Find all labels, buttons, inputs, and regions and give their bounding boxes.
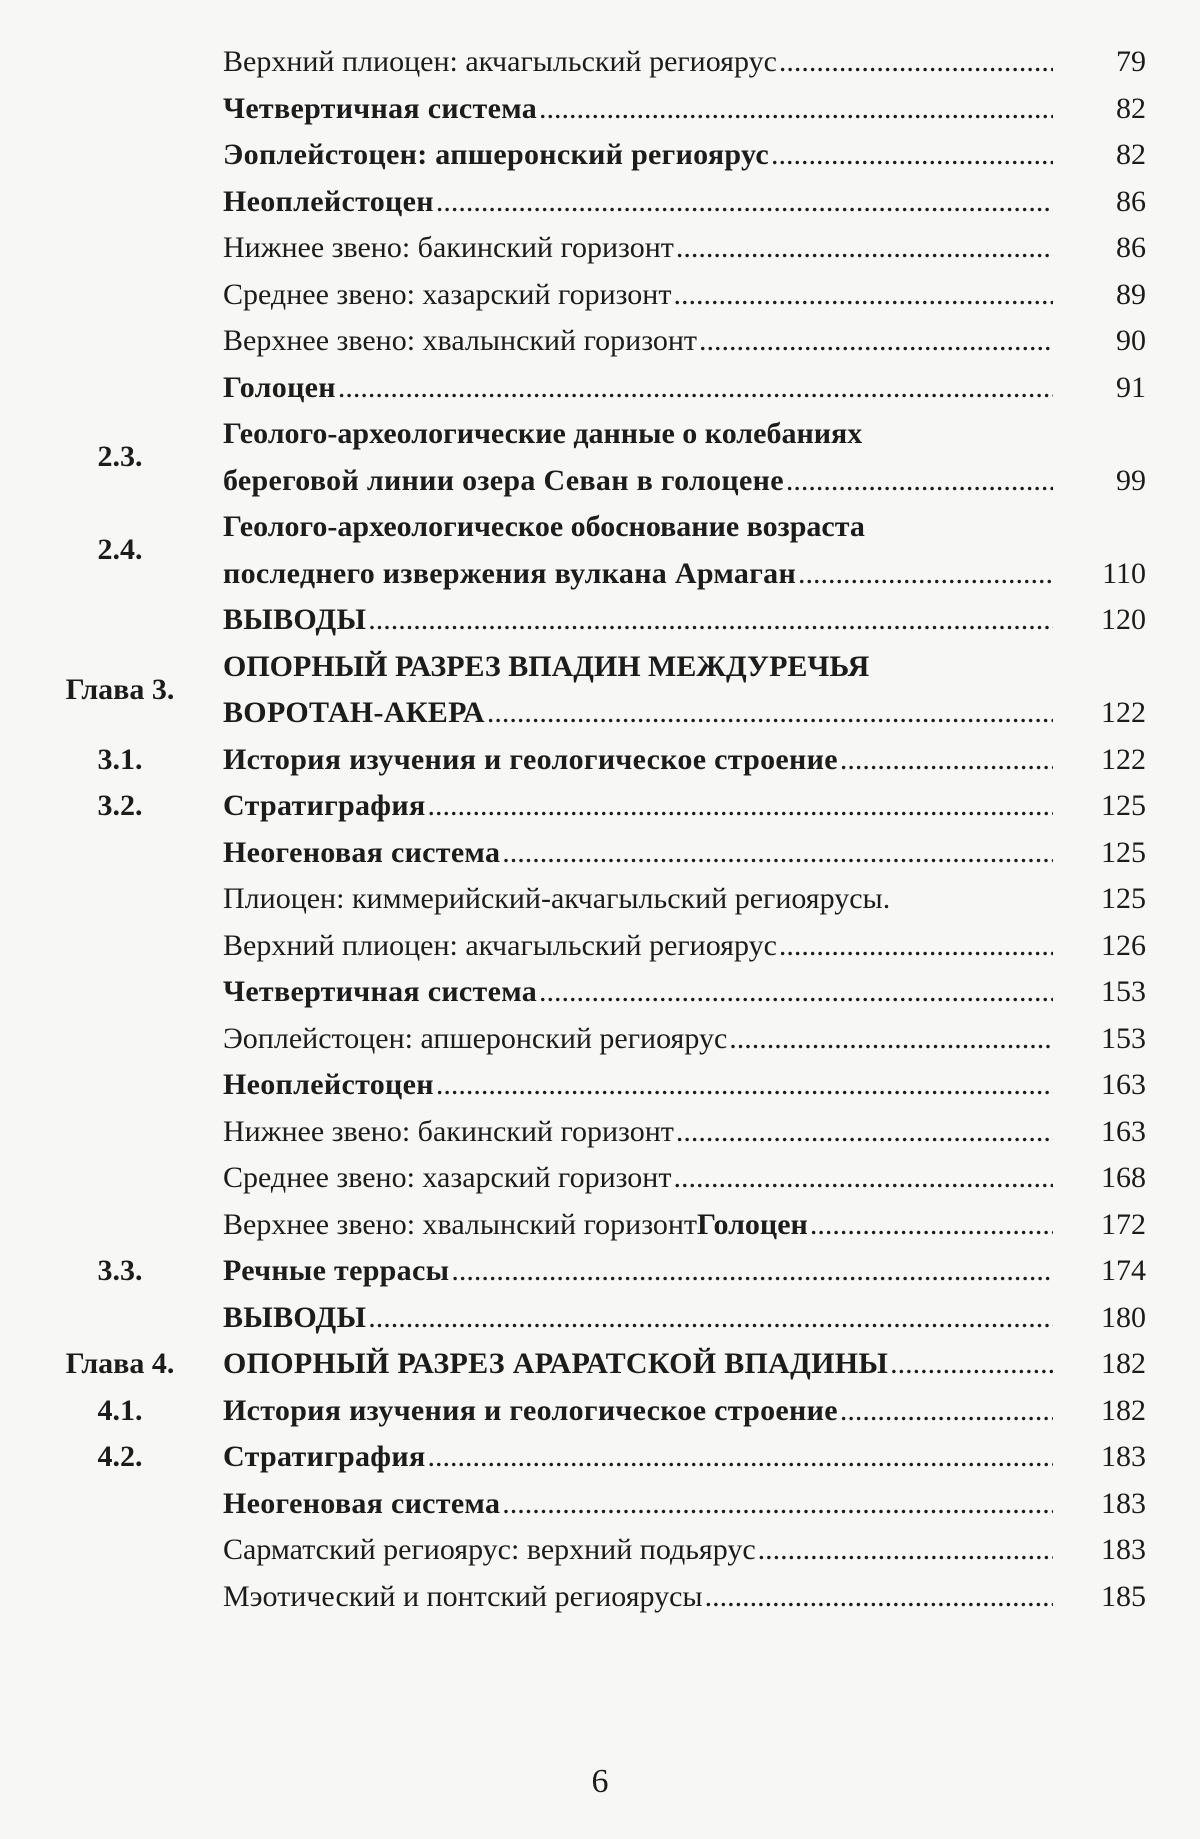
toc-entry [223, 131, 1053, 179]
toc-page-number: 168 [1101, 1161, 1146, 1194]
toc-entry-number: 3.2. [97, 789, 143, 822]
toc-page-number: 89 [1116, 277, 1146, 311]
leader-dots [368, 596, 1053, 644]
toc-page-number: 163 [1101, 1068, 1146, 1101]
leader-dots [673, 271, 1053, 319]
toc-page-number: 153 [1101, 975, 1146, 1008]
toc-entry-title: Среднее звено: хазарский горизонт [223, 277, 672, 311]
toc-entry-number: Глава 3. [65, 672, 175, 706]
toc-page-number: 86 [1116, 231, 1146, 264]
toc-entry [223, 1247, 1053, 1295]
toc-page-number: 91 [1116, 370, 1146, 404]
toc-page-number: 183 [1101, 1486, 1146, 1520]
toc-entry [223, 736, 1053, 784]
leader-dots [338, 364, 1053, 412]
toc-entry-number: 4.1. [97, 1393, 143, 1427]
leader-dots [758, 1526, 1053, 1574]
toc-entry [223, 1294, 1053, 1342]
toc-page-number: 125 [1101, 789, 1146, 822]
toc-entry [223, 38, 1053, 86]
toc-entry [223, 689, 1053, 737]
toc-entry-title: Стратиграфия [223, 789, 426, 822]
leader-dots [436, 1061, 1053, 1109]
toc-entry-title: Эоплейстоцен: апшеронский региоярус [223, 138, 770, 171]
toc-entry-title-line1: Геолого-археологическое обоснование возраста [223, 510, 865, 543]
toc-page-number: 174 [1101, 1254, 1146, 1287]
toc-page-number: 122 [1101, 696, 1146, 729]
toc-entry-title: Неогеновая система [223, 835, 501, 869]
toc-page-number: 153 [1101, 1021, 1146, 1055]
leader-dots [539, 968, 1053, 1016]
leader-dots [810, 1201, 1053, 1249]
toc-page-number: 182 [1101, 1347, 1146, 1380]
toc-entry [223, 178, 1053, 226]
toc-entry-title: Неоплейстоцен [223, 1068, 434, 1101]
toc-entry [223, 1433, 1053, 1481]
toc-entry [223, 85, 1053, 133]
toc-entry-title: Среднее звено: хазарский горизонт [223, 1161, 672, 1194]
toc-entry-title: Эоплейстоцен: апшеронский региоярус [223, 1021, 728, 1055]
toc-entry [223, 317, 1053, 365]
leader-dots [539, 85, 1053, 133]
toc-page-number: 183 [1101, 1440, 1146, 1473]
leader-dots [427, 1433, 1053, 1481]
toc-entry-title: ВЫВОДЫ [223, 1300, 367, 1334]
toc-entry [223, 1387, 1053, 1435]
toc-entry-number: 3.3. [97, 1254, 143, 1287]
toc-page-number: 86 [1116, 184, 1146, 218]
toc-entry-title-extra: Голоцен [697, 1207, 808, 1241]
toc-entry-title: ВЫВОДЫ [223, 603, 367, 636]
leader-dots [676, 1108, 1053, 1156]
toc-entry-title: Нижнее звено: бакинский горизонт [223, 1114, 674, 1148]
toc-entry-title: Верхнее звено: хвалынский горизонт [223, 324, 698, 357]
toc-entry [223, 1201, 1053, 1249]
page-number: 6 [591, 1763, 609, 1800]
toc-page-number: 182 [1101, 1393, 1146, 1427]
toc-entry [223, 1154, 1053, 1202]
toc-entry-title: Плиоцен: киммерийский-акчагыльский региоярусы [223, 882, 883, 915]
toc-page-number: 172 [1101, 1207, 1146, 1241]
toc-entry [223, 968, 1053, 1016]
leader-dots [699, 317, 1053, 365]
leader-dots [487, 689, 1053, 737]
leader-dots [502, 829, 1053, 877]
toc-entry-title: Четвертичная система [223, 91, 538, 125]
toc-page-number: 125 [1101, 835, 1146, 869]
toc-entry-title: Речные террасы [223, 1254, 450, 1287]
toc-entry-title: Неоплейстоцен [223, 184, 434, 218]
toc-entry [223, 550, 1053, 598]
toc-page-number: 110 [1102, 556, 1146, 590]
toc-entry-title: Сарматский региоярус: верхний подьярус [223, 1533, 756, 1566]
toc-entry [223, 457, 1053, 505]
toc-entry-title: ОПОРНЫЙ РАЗРЕЗ АРАРАТСКОЙ ВПАДИНЫ [223, 1347, 889, 1380]
toc-entry [223, 1015, 1053, 1063]
toc-page-number: 180 [1101, 1300, 1146, 1334]
toc-entry-title: История изучения и геологическое строение [223, 1393, 838, 1427]
leader-dots [786, 457, 1053, 505]
toc-page-number: 90 [1116, 324, 1146, 357]
toc-entry-number: 2.3. [97, 440, 143, 474]
toc-page-number: 120 [1101, 603, 1146, 636]
leader-dots [771, 131, 1053, 179]
toc-entry [223, 922, 1053, 970]
toc-entry [223, 364, 1053, 412]
leader-dots [890, 1340, 1053, 1388]
toc-entry-title: Стратиграфия [223, 1440, 426, 1473]
toc-entry-title: Верхний плиоцен: акчагыльский региоярус [223, 45, 777, 78]
leader-dots [779, 922, 1053, 970]
toc-entry-number: Глава 4. [65, 1347, 175, 1380]
toc-entry [223, 271, 1053, 319]
toc-entry [223, 1573, 1053, 1621]
leader-dots [502, 1480, 1053, 1528]
toc-entry [223, 596, 1053, 644]
toc-entry-title-line1: Геолого-археологические данные о колебаниях [223, 417, 863, 450]
toc-entry [223, 224, 1053, 272]
leader-dots [840, 1387, 1053, 1435]
toc-entry [223, 1480, 1053, 1528]
toc-entry-title: Голоцен [223, 370, 336, 404]
toc-page-number: 185 [1101, 1579, 1146, 1613]
toc-page-number: 82 [1116, 138, 1146, 171]
leader-dots [368, 1294, 1053, 1342]
leader-dots [673, 1154, 1053, 1202]
leader-dots [798, 550, 1053, 598]
toc-entry-title: береговой линии озера Севан в голоцене [223, 463, 784, 497]
toc-page-number: 99 [1116, 463, 1146, 497]
toc-entry [223, 829, 1053, 877]
leader-dots [676, 224, 1053, 272]
toc-entry-title: Неогеновая система [223, 1486, 501, 1520]
toc-entry-title: Мэотический и понтский региоярусы [223, 1579, 703, 1613]
toc-entry-title: последнего извержения вулкана Армаган [223, 556, 797, 590]
toc-page-number: 79 [1116, 45, 1146, 78]
toc-entry-title: Верхнее звено: хвалынский горизонт [223, 1207, 698, 1241]
toc-entry-number: 3.1. [97, 742, 143, 776]
toc-entry-number: 4.2. [97, 1440, 143, 1473]
toc-entry [223, 782, 1053, 830]
toc-page-number: 82 [1116, 91, 1146, 125]
leader-dots [729, 1015, 1053, 1063]
toc-entry-title: История изучения и геологическое строение [223, 742, 838, 776]
toc-entry-title: Верхний плиоцен: акчагыльский региоярус [223, 928, 777, 962]
leader-dots [427, 782, 1053, 830]
toc-entry-title: Нижнее звено: бакинский горизонт [223, 231, 674, 264]
toc-entry-title: ВОРОТАН-АКЕРА [223, 696, 485, 729]
toc-entry-number: 2.4. [97, 533, 143, 567]
toc-entry-title-line1: ОПОРНЫЙ РАЗРЕЗ ВПАДИН МЕЖДУРЕЧЬЯ [223, 649, 870, 683]
toc-entry [223, 1061, 1053, 1109]
toc-page-number: 163 [1101, 1114, 1146, 1148]
toc-entry [223, 1526, 1053, 1574]
toc-entry [223, 1108, 1053, 1156]
toc-entry-title: Четвертичная система [223, 975, 538, 1008]
leader-dots [779, 38, 1053, 86]
toc-page-number: 183 [1101, 1533, 1146, 1566]
leader-dots [840, 736, 1053, 784]
toc-page-number: 126 [1101, 928, 1146, 962]
leader-dots [705, 1573, 1053, 1621]
toc-entry [223, 1340, 1053, 1388]
toc-page-number: 122 [1101, 742, 1146, 776]
leader-dots [436, 178, 1053, 226]
toc-page-number: 125 [1101, 882, 1146, 915]
leader-dots [451, 1247, 1053, 1295]
entry-period: . [882, 882, 891, 915]
toc-entry [223, 875, 1053, 923]
